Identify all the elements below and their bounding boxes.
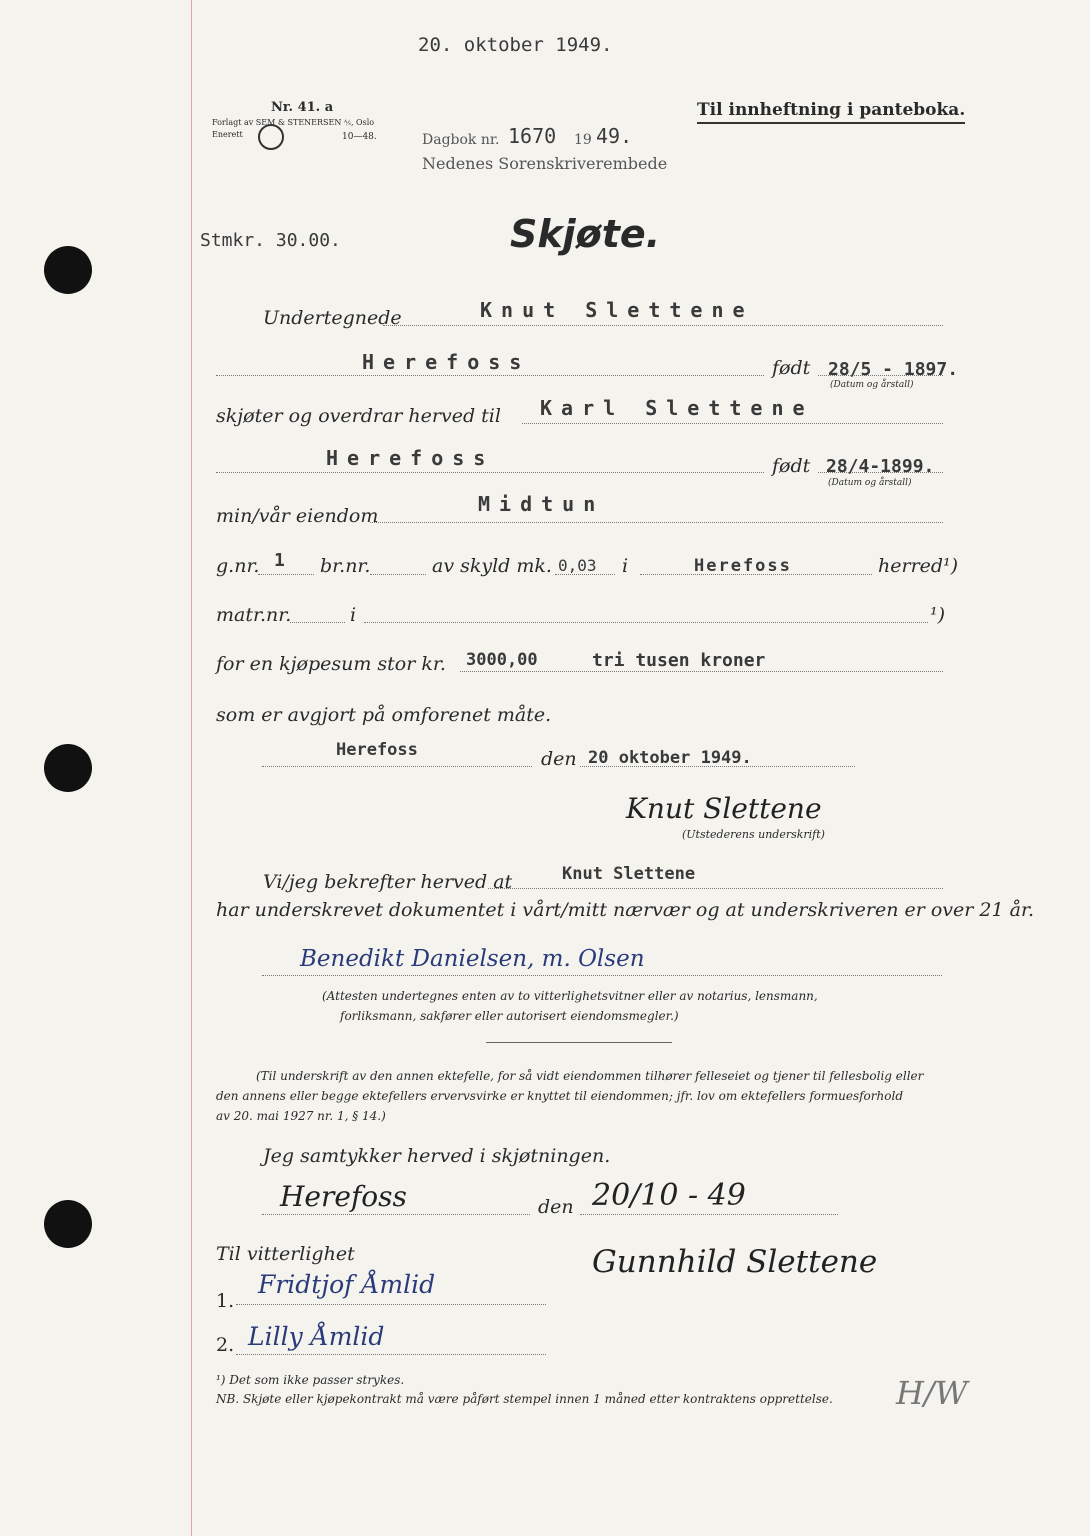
footnote-1: ¹) Det som ikke passer strykes. bbox=[216, 1373, 405, 1387]
attest-note-2: forliksmann, sakfører eller autorisert eiendomsmegler.) bbox=[340, 1009, 679, 1023]
spouse-place: Herefoss bbox=[280, 1180, 407, 1213]
line bbox=[488, 888, 943, 889]
property-label: min/vår eiendom bbox=[216, 505, 379, 527]
matr-label: matr.nr. bbox=[216, 604, 292, 626]
spouse-note-1: (Til underskrift av den annen ektefelle, for så vidt eiendommen tilhører felleseiet og tjener til fellesbolig eller bbox=[256, 1069, 924, 1083]
grantee-birth: 28/4-1899. bbox=[826, 456, 935, 477]
grantee-date-hint: (Datum og årstall) bbox=[828, 478, 912, 488]
grantee-place: Herefoss bbox=[326, 446, 495, 470]
line bbox=[262, 975, 942, 976]
line bbox=[580, 1214, 838, 1215]
herred-label: herred¹) bbox=[878, 555, 959, 577]
gnr-label: g.nr. bbox=[216, 555, 260, 577]
spouse-note-3: av 20. mai 1927 nr. 1, § 14.) bbox=[216, 1109, 386, 1123]
witness-2-number: 2. bbox=[216, 1334, 235, 1356]
herred-value: Herefoss bbox=[694, 556, 792, 576]
line bbox=[370, 574, 426, 575]
punch-hole-bottom bbox=[44, 1200, 92, 1248]
confirm-label: Vi/jeg bekrefter herved at bbox=[263, 871, 513, 893]
witness-2-signature: Lilly Åmlid bbox=[248, 1322, 385, 1351]
line bbox=[522, 423, 943, 424]
grantor-name: Knut Slettene bbox=[480, 298, 754, 322]
date-signed: 20 oktober 1949. bbox=[588, 748, 752, 768]
grantor-date-hint: (Datum og årstall) bbox=[830, 380, 914, 390]
line bbox=[258, 574, 314, 575]
line bbox=[216, 472, 764, 473]
settled-label: som er avgjort på omforenet måte. bbox=[216, 704, 552, 726]
form-number: Nr. 41. a bbox=[271, 100, 334, 115]
grantor-signature: Knut Slettene bbox=[626, 792, 822, 825]
spouse-signature: Gunnhild Slettene bbox=[592, 1244, 878, 1280]
price-words: tri tusen kroner bbox=[592, 650, 766, 671]
signature-caption: (Utstederens underskrift) bbox=[682, 828, 825, 841]
skyld-label: av skyld mk. bbox=[432, 555, 552, 577]
office-stamp: Nedenes Sorenskriverembede bbox=[422, 154, 668, 173]
line bbox=[364, 622, 928, 623]
skyld-value: 0,03 bbox=[558, 556, 597, 575]
consent-label: Jeg samtykker herved i skjøtningen. bbox=[263, 1145, 611, 1167]
footnote-2: NB. Skjøte eller kjøpekontrakt må være påført stempel innen 1 måned etter kontraktens opprettelse. bbox=[216, 1392, 833, 1406]
line bbox=[370, 522, 943, 523]
attest-note-1: (Attesten undertegnes enten av to vitterlighetsvitner eller av notarius, lensmann, bbox=[322, 989, 818, 1003]
punch-hole-top bbox=[44, 246, 92, 294]
place-signed: Herefoss bbox=[336, 740, 418, 760]
line bbox=[236, 1354, 546, 1355]
in-label: i bbox=[622, 555, 629, 577]
price-value: 3000,00 bbox=[466, 650, 538, 670]
price-label: for en kjøpesum stor kr. bbox=[216, 653, 446, 675]
journal-label: Dagbok nr. bbox=[422, 132, 500, 148]
grantor-birth: 28/5 - 1897. bbox=[828, 359, 959, 380]
den-label: den bbox=[541, 748, 577, 770]
property-name: Midtun bbox=[478, 492, 605, 516]
binding-note: Til innheftning i panteboka. bbox=[697, 100, 965, 124]
line bbox=[216, 375, 764, 376]
margin-line bbox=[191, 0, 192, 1536]
attest-signer: Knut Slettene bbox=[562, 864, 696, 884]
witness-1-number: 1. bbox=[216, 1290, 235, 1312]
attest-statement: har underskrevet dokumentet i vårt/mitt nærvær og at underskriveren er over 21 år. bbox=[216, 899, 1034, 921]
stamp-duty: Stmkr. 30.00. bbox=[200, 230, 341, 251]
matr-end: ¹) bbox=[930, 604, 946, 626]
publisher-date: 10—48. bbox=[342, 132, 377, 142]
line bbox=[262, 766, 532, 767]
line bbox=[460, 671, 943, 672]
journal-number: 1670 bbox=[508, 124, 557, 148]
grantee-name: Karl Slettene bbox=[540, 396, 814, 420]
spouse-den-label: den bbox=[538, 1196, 574, 1218]
grantee-born-label: født bbox=[772, 455, 811, 477]
publisher-logo bbox=[258, 124, 284, 150]
witness-signature: Benedikt Danielsen, m. Olsen bbox=[300, 946, 645, 972]
grantor-place: Herefoss bbox=[362, 350, 531, 374]
line bbox=[262, 1214, 530, 1215]
journal-year-label: 19 bbox=[574, 132, 592, 148]
matr-in-label: i bbox=[350, 604, 357, 626]
publisher-line-2: Enerett bbox=[212, 130, 243, 139]
punch-hole-middle bbox=[44, 744, 92, 792]
initials: H/W bbox=[896, 1374, 968, 1412]
witness-1-signature: Fridtjof Åmlid bbox=[258, 1270, 436, 1299]
brnr-label: br.nr. bbox=[320, 555, 371, 577]
grantor-born-label: født bbox=[772, 357, 811, 379]
line bbox=[290, 622, 345, 623]
publisher-line-1: Forlagt av SEM & STENERSEN ⅍, Oslo bbox=[212, 118, 375, 127]
journal-year: 49. bbox=[596, 124, 633, 148]
undersigned-label: Undertegnede bbox=[263, 307, 402, 329]
document-title: Skjøte. bbox=[510, 212, 661, 256]
separator bbox=[486, 1042, 672, 1043]
spouse-date: 20/10 - 49 bbox=[592, 1178, 746, 1213]
date-stamp: 20. oktober 1949. bbox=[418, 34, 613, 56]
line bbox=[236, 1304, 546, 1305]
transfer-label: skjøter og overdrar herved til bbox=[216, 405, 501, 427]
gnr-value: 1 bbox=[274, 550, 285, 571]
line bbox=[383, 325, 943, 326]
spouse-note-2: den annens eller begge ektefellers ervervsvirke er knyttet til eiendommen; jfr. lov om ektefellers formuesforhold bbox=[216, 1089, 903, 1103]
witness-label: Til vitterlighet bbox=[216, 1243, 355, 1265]
